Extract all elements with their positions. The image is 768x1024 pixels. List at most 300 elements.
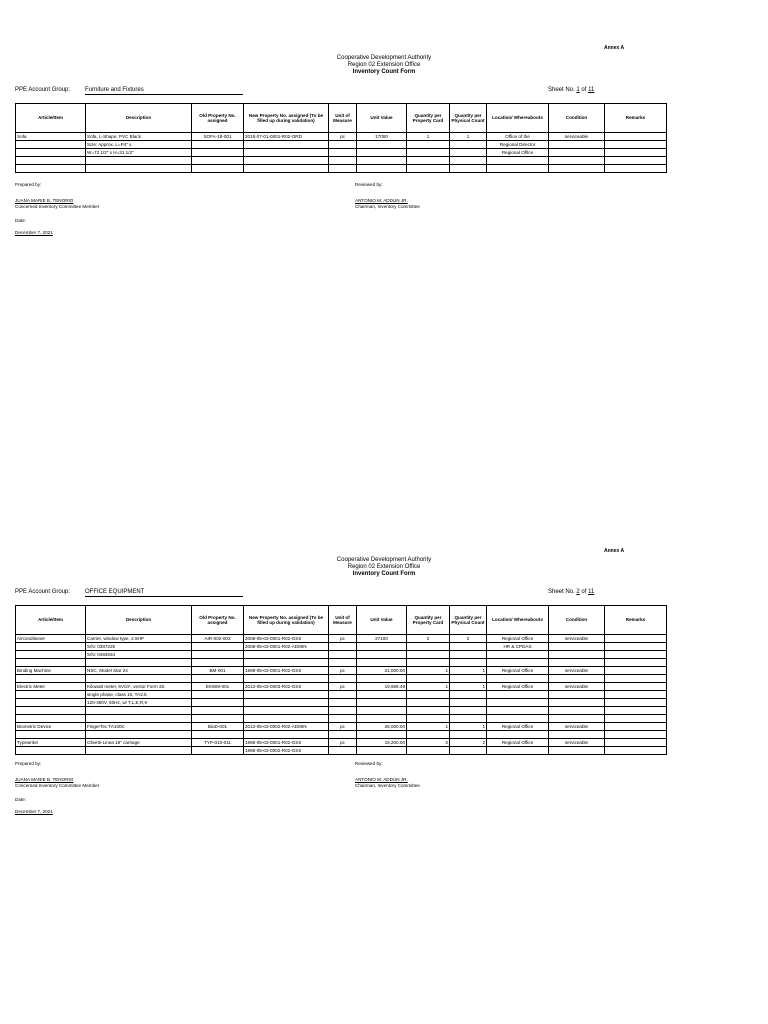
- column-header-condition: Condition: [549, 606, 605, 635]
- cell-condition: [549, 643, 605, 651]
- cell-description: Kilowatt meter, 6V/2i*, vector Form 3S: [86, 683, 192, 691]
- cell-article-item: [16, 659, 86, 667]
- cell-condition: serviceable: [549, 683, 605, 691]
- annex-label: Annex A: [604, 548, 625, 554]
- reviewed-title: Chairman, Inventory Committee: [355, 204, 420, 209]
- cell-description: Size: Approx. L=P4" x: [86, 141, 192, 149]
- sheet-number: [548, 87, 594, 93]
- cell-qty-property-card: 1: [407, 133, 450, 141]
- cell-unit-value: [357, 675, 407, 683]
- cell-old-property-no: TYP-010-011: [192, 739, 244, 747]
- cell-condition: [549, 715, 605, 723]
- cell-location: [487, 157, 549, 165]
- sheet-total: 11: [588, 589, 595, 595]
- cell-article-item: [16, 707, 86, 715]
- date-label: Date:: [15, 797, 26, 802]
- cell-article-item: [16, 699, 86, 707]
- cell-qty-property-card: 2: [407, 739, 450, 747]
- column-header-qty-physical-count: Quantity per Physical Count: [450, 104, 487, 133]
- office-name: Region 02 Extension Office: [347, 62, 421, 68]
- column-header-location: Location/ Whereabouts: [487, 104, 549, 133]
- cell-new-property-no: [244, 707, 329, 715]
- cell-location: Regional Office: [487, 723, 549, 731]
- cell-unit-of-measure: [329, 747, 357, 755]
- cell-qty-property-card: [407, 691, 450, 699]
- form-title: Inventory Count Form: [352, 571, 416, 577]
- cell-remarks: [605, 675, 667, 683]
- prepared-title: Concerned Inventory Committee Member: [15, 783, 100, 788]
- date-value: December 7, 2021: [15, 809, 53, 814]
- cell-old-property-no: [192, 141, 244, 149]
- cell-new-property-no: 1996-05-02-0002-R02-GSS: [244, 747, 329, 755]
- cell-remarks: [605, 635, 667, 643]
- cell-unit-of-measure: pc: [329, 635, 357, 643]
- cell-location: HR & CPDAS: [487, 643, 549, 651]
- ppe-account-group: [15, 589, 243, 597]
- cell-unit-value: [357, 715, 407, 723]
- inventory-table: [15, 103, 667, 173]
- column-header-qty-property-card: Quantity per Property Card: [407, 606, 450, 635]
- cell-qty-physical-count: 2: [450, 739, 487, 747]
- cell-unit-of-measure: pc: [329, 667, 357, 675]
- cell-location: Office of the: [487, 133, 549, 141]
- cell-old-property-no: [192, 165, 244, 173]
- cell-description: [86, 707, 192, 715]
- cell-old-property-no: BioD-001: [192, 723, 244, 731]
- cell-qty-property-card: [407, 141, 450, 149]
- table-row: [16, 635, 667, 643]
- cell-article-item: Biometric Device: [16, 723, 86, 731]
- cell-unit-value: [357, 747, 407, 755]
- cell-description: [86, 731, 192, 739]
- cell-qty-property-card: 2: [407, 635, 450, 643]
- date-label: Date:: [15, 218, 26, 223]
- cell-article-item: Sofa: [16, 133, 86, 141]
- cell-condition: serviceable: [549, 723, 605, 731]
- cell-location: [487, 707, 549, 715]
- cell-qty-property-card: [407, 157, 450, 165]
- cell-condition: [549, 149, 605, 157]
- cell-unit-value: [357, 157, 407, 165]
- cell-remarks: [605, 141, 667, 149]
- inventory-table: [15, 605, 667, 755]
- prepared-by-label: Prepared by:: [15, 761, 42, 766]
- office-name: Region 02 Extension Office: [347, 564, 421, 570]
- table-row: [16, 683, 667, 691]
- sheet-total: 11: [588, 87, 595, 93]
- cell-new-property-no: [244, 699, 329, 707]
- column-header-unit-of-measure: Unit of Measure: [329, 606, 357, 635]
- cell-description: single phase, class 10, TA2.5: [86, 691, 192, 699]
- cell-remarks: [605, 739, 667, 747]
- table-row: [16, 715, 667, 723]
- cell-qty-physical-count: [450, 165, 487, 173]
- cell-qty-property-card: [407, 715, 450, 723]
- column-header-qty-property-card: Quantity per Property Card: [407, 104, 450, 133]
- cell-remarks: [605, 715, 667, 723]
- cell-location: [487, 699, 549, 707]
- cell-unit-value: [357, 659, 407, 667]
- table-row: [16, 667, 667, 675]
- cell-location: [487, 165, 549, 173]
- cell-description: S/N: 0387225: [86, 643, 192, 651]
- cell-unit-of-measure: [329, 157, 357, 165]
- table-row: [16, 149, 667, 157]
- cell-condition: [549, 659, 605, 667]
- cell-article-item: Electric Meter: [16, 683, 86, 691]
- column-header-new-property-no: New Property No. assigned (To be filled up during validation): [244, 104, 329, 133]
- cell-qty-physical-count: [450, 149, 487, 157]
- cell-new-property-no: 2013-05-02-0002-R02-ADMIN: [244, 723, 329, 731]
- cell-old-property-no: [192, 691, 244, 699]
- cell-remarks: [605, 723, 667, 731]
- cell-description: [86, 165, 192, 173]
- sheet-current: 1: [576, 87, 580, 93]
- cell-old-property-no: SOFA-18-001: [192, 133, 244, 141]
- cell-old-property-no: [192, 747, 244, 755]
- cell-location: Regional Office: [487, 739, 549, 747]
- cell-unit-of-measure: [329, 141, 357, 149]
- sheet-current: 2: [576, 589, 580, 595]
- cell-location: Regional Office: [487, 683, 549, 691]
- cell-remarks: [605, 643, 667, 651]
- cell-old-property-no: [192, 699, 244, 707]
- sheet-of: of: [581, 589, 587, 595]
- cell-location: Regional Director: [487, 141, 549, 149]
- ppe-group-value: Furniture and Fixtures: [85, 87, 243, 95]
- cell-article-item: [16, 643, 86, 651]
- form-title: Inventory Count Form: [352, 69, 416, 75]
- column-header-old-property-no: Old Property No. assigned: [192, 606, 244, 635]
- cell-old-property-no: [192, 643, 244, 651]
- prepared-block: [15, 761, 99, 815]
- cell-unit-of-measure: [329, 643, 357, 651]
- cell-remarks: [605, 699, 667, 707]
- cell-unit-of-measure: [329, 691, 357, 699]
- cell-condition: serviceable: [549, 739, 605, 747]
- cell-new-property-no: [244, 141, 329, 149]
- cell-unit-of-measure: pc: [329, 133, 357, 141]
- column-header-article-item: Article/Item: [16, 606, 86, 635]
- cell-qty-property-card: 1: [407, 723, 450, 731]
- cell-old-property-no: [192, 659, 244, 667]
- prepared-title: Concerned Inventory Committee Member: [15, 204, 100, 209]
- cell-article-item: Binding Machine: [16, 667, 86, 675]
- cell-description: FingerTec TA100C: [86, 723, 192, 731]
- cell-new-property-no: 2018-07-01-0001-R02-ORD: [244, 133, 329, 141]
- cell-condition: serviceable: [549, 133, 605, 141]
- column-header-condition: Condition: [549, 104, 605, 133]
- cell-condition: [549, 651, 605, 659]
- cell-description: [86, 659, 192, 667]
- table-row: [16, 659, 667, 667]
- cell-qty-property-card: [407, 149, 450, 157]
- ppe-group-value: OFFICE EQUIPMENT: [85, 589, 243, 597]
- cell-article-item: [16, 747, 86, 755]
- cell-unit-value: 19,659.49: [357, 683, 407, 691]
- cell-qty-physical-count: [450, 707, 487, 715]
- cell-article-item: [16, 675, 86, 683]
- cell-new-property-no: 2008-05-02-0001-R02-ADMIN: [244, 643, 329, 651]
- cell-unit-of-measure: [329, 651, 357, 659]
- cell-location: [487, 675, 549, 683]
- cell-location: [487, 651, 549, 659]
- sheet-label: Sheet No.: [548, 87, 575, 93]
- table-row: [16, 675, 667, 683]
- cell-description: [86, 747, 192, 755]
- table-body: [16, 635, 667, 755]
- cell-article-item: [16, 731, 86, 739]
- cell-qty-physical-count: [450, 715, 487, 723]
- table-row: [16, 133, 667, 141]
- cell-remarks: [605, 157, 667, 165]
- ppe-group-label: PPE Account Group:: [15, 87, 71, 93]
- cell-qty-physical-count: [450, 141, 487, 149]
- cell-qty-property-card: [407, 731, 450, 739]
- cell-new-property-no: [244, 731, 329, 739]
- reviewed-block: [355, 182, 420, 210]
- column-header-article-item: Article/Item: [16, 104, 86, 133]
- sheet-number: [548, 589, 594, 595]
- reviewed-by-label: Reviewed by:: [355, 182, 383, 187]
- ppe-account-group: [15, 87, 243, 95]
- cell-unit-of-measure: [329, 165, 357, 173]
- column-header-unit-value: Unit Value: [357, 606, 407, 635]
- cell-new-property-no: 2008-05-02-0001-R02-GSS: [244, 635, 329, 643]
- cell-qty-property-card: [407, 651, 450, 659]
- cell-unit-value: 19,200.00: [357, 739, 407, 747]
- cell-qty-property-card: [407, 659, 450, 667]
- cell-location: [487, 659, 549, 667]
- cell-condition: [549, 157, 605, 165]
- cell-description: W=72 1/2" x H=31 1/2": [86, 149, 192, 157]
- cell-remarks: [605, 691, 667, 699]
- cell-unit-value: [357, 731, 407, 739]
- cell-qty-physical-count: [450, 747, 487, 755]
- cell-unit-value: 27100: [357, 635, 407, 643]
- cell-new-property-no: 2013-05-02-0003-R02-GSS: [244, 683, 329, 691]
- cell-location: [487, 731, 549, 739]
- cell-condition: [549, 707, 605, 715]
- cell-condition: [549, 675, 605, 683]
- cell-remarks: [605, 149, 667, 157]
- cell-old-property-no: [192, 731, 244, 739]
- sheet-label: Sheet No.: [548, 589, 575, 595]
- cell-unit-value: 28,000.00: [357, 723, 407, 731]
- table-row: [16, 691, 667, 699]
- cell-article-item: Airconditioner: [16, 635, 86, 643]
- cell-description: [86, 675, 192, 683]
- reviewed-block: [355, 761, 420, 789]
- cell-old-property-no: [192, 149, 244, 157]
- cell-unit-value: [357, 707, 407, 715]
- table-header: [16, 104, 667, 133]
- cell-article-item: [16, 141, 86, 149]
- cell-unit-value: [357, 141, 407, 149]
- table-row: [16, 157, 667, 165]
- cell-unit-of-measure: [329, 675, 357, 683]
- reviewed-by-label: Reviewed by:: [355, 761, 383, 766]
- sheet-of: of: [581, 87, 587, 93]
- cell-qty-property-card: 1: [407, 667, 450, 675]
- cell-remarks: [605, 731, 667, 739]
- column-header-unit-value: Unit Value: [357, 104, 407, 133]
- cell-unit-value: [357, 149, 407, 157]
- column-header-description: Description: [86, 606, 192, 635]
- column-header-location: Location/ Whereabouts: [487, 606, 549, 635]
- cell-qty-physical-count: 1: [450, 133, 487, 141]
- cell-description: Olivetti-Linea 18" carriage: [86, 739, 192, 747]
- cell-location: [487, 747, 549, 755]
- column-header-remarks: Remarks: [605, 104, 667, 133]
- cell-old-property-no: [192, 157, 244, 165]
- table-row: [16, 723, 667, 731]
- cell-article-item: [16, 165, 86, 173]
- cell-qty-physical-count: [450, 643, 487, 651]
- cell-new-property-no: [244, 715, 329, 723]
- cell-new-property-no: 1998-05-02-0001-R02-GSS: [244, 667, 329, 675]
- cell-old-property-no: AIR-002-003: [192, 635, 244, 643]
- cell-article-item: [16, 651, 86, 659]
- cell-qty-physical-count: 1: [450, 667, 487, 675]
- cell-unit-value: [357, 165, 407, 173]
- cell-unit-of-measure: [329, 731, 357, 739]
- cell-old-property-no: [192, 651, 244, 659]
- cell-new-property-no: [244, 675, 329, 683]
- cell-unit-of-measure: pc: [329, 683, 357, 691]
- cell-condition: [549, 699, 605, 707]
- cell-qty-physical-count: [450, 651, 487, 659]
- cell-old-property-no: [192, 707, 244, 715]
- column-header-unit-of-measure: Unit of Measure: [329, 104, 357, 133]
- cell-unit-value: [357, 643, 407, 651]
- date-value: December 7, 2021: [15, 230, 53, 235]
- cell-unit-value: 17000: [357, 133, 407, 141]
- cell-qty-physical-count: [450, 731, 487, 739]
- form-header: [0, 557, 768, 578]
- table-row: [16, 165, 667, 173]
- cell-article-item: [16, 691, 86, 699]
- prepared-name: JUANA MARIE B. TENORIO: [15, 198, 74, 203]
- cell-condition: serviceable: [549, 635, 605, 643]
- column-header-description: Description: [86, 104, 192, 133]
- cell-description: Carrier, window type, 2.5HP: [86, 635, 192, 643]
- column-header-remarks: Remarks: [605, 606, 667, 635]
- cell-qty-physical-count: 2: [450, 635, 487, 643]
- cell-unit-value: [357, 651, 407, 659]
- ppe-group-label: PPE Account Group:: [15, 589, 71, 595]
- inventory-sheet-2: [0, 505, 768, 1005]
- cell-unit-of-measure: [329, 149, 357, 157]
- column-header-qty-physical-count: Quantity per Physical Count: [450, 606, 487, 635]
- cell-new-property-no: [244, 691, 329, 699]
- annex-label: Annex A: [604, 45, 625, 51]
- cell-location: Regional Office: [487, 149, 549, 157]
- cell-remarks: [605, 133, 667, 141]
- cell-condition: [549, 747, 605, 755]
- cell-article-item: [16, 715, 86, 723]
- prepared-name: JUANA MARIE B. TENORIO: [15, 777, 74, 782]
- cell-qty-physical-count: [450, 157, 487, 165]
- cell-qty-property-card: [407, 707, 450, 715]
- cell-condition: [549, 165, 605, 173]
- cell-qty-physical-count: [450, 691, 487, 699]
- inventory-sheet-1: [0, 0, 768, 500]
- cell-unit-of-measure: [329, 699, 357, 707]
- table-row: [16, 141, 667, 149]
- cell-description: [86, 715, 192, 723]
- cell-old-property-no: BM-001: [192, 667, 244, 675]
- cell-qty-physical-count: 1: [450, 723, 487, 731]
- table-header: [16, 606, 667, 635]
- column-header-old-property-no: Old Property No. assigned: [192, 104, 244, 133]
- cell-unit-of-measure: pc: [329, 723, 357, 731]
- cell-unit-of-measure: pc: [329, 739, 357, 747]
- cell-new-property-no: [244, 165, 329, 173]
- prepared-by-label: Prepared by:: [15, 182, 42, 187]
- cell-qty-property-card: [407, 643, 450, 651]
- cell-unit-value: [357, 691, 407, 699]
- cell-remarks: [605, 659, 667, 667]
- cell-qty-property-card: [407, 165, 450, 173]
- cell-new-property-no: 1996-05-02-0001-R02-GSS: [244, 739, 329, 747]
- org-name: Cooperative Development Authority: [336, 557, 432, 563]
- table-row: [16, 651, 667, 659]
- reviewed-name: ANTONIO M. ADDUN JR.: [355, 777, 408, 782]
- cell-unit-of-measure: [329, 659, 357, 667]
- cell-old-property-no: [192, 715, 244, 723]
- cell-condition: [549, 731, 605, 739]
- prepared-block: [15, 182, 99, 236]
- cell-remarks: [605, 707, 667, 715]
- cell-qty-physical-count: [450, 659, 487, 667]
- reviewed-name: ANTONIO M. ADDUN JR.: [355, 198, 408, 203]
- cell-article-item: [16, 157, 86, 165]
- table-row: [16, 731, 667, 739]
- cell-qty-physical-count: 1: [450, 683, 487, 691]
- table-row: [16, 707, 667, 715]
- cell-qty-property-card: 1: [407, 683, 450, 691]
- cell-unit-value: 21,000.00: [357, 667, 407, 675]
- cell-remarks: [605, 165, 667, 173]
- cell-location: [487, 691, 549, 699]
- cell-remarks: [605, 683, 667, 691]
- cell-qty-property-card: [407, 675, 450, 683]
- cell-description: Sofa, L-Shape, PVC Black: [86, 133, 192, 141]
- cell-new-property-no: [244, 651, 329, 659]
- cell-remarks: [605, 667, 667, 675]
- cell-new-property-no: [244, 659, 329, 667]
- cell-condition: [549, 141, 605, 149]
- cell-new-property-no: [244, 149, 329, 157]
- cell-remarks: [605, 651, 667, 659]
- cell-remarks: [605, 747, 667, 755]
- cell-condition: [549, 691, 605, 699]
- cell-location: [487, 715, 549, 723]
- table-row: [16, 699, 667, 707]
- cell-location: Regional Office: [487, 635, 549, 643]
- cell-article-item: [16, 149, 86, 157]
- table-body: [16, 133, 667, 173]
- cell-new-property-no: [244, 157, 329, 165]
- table-row: [16, 747, 667, 755]
- cell-unit-of-measure: [329, 707, 357, 715]
- cell-unit-of-measure: [329, 715, 357, 723]
- form-header: [0, 55, 768, 76]
- reviewed-title: Chairman, Inventory Committee: [355, 783, 420, 788]
- cell-description: 120-480V, 60Hz, w/ T,L,E,R,K: [86, 699, 192, 707]
- cell-article-item: Typewriter: [16, 739, 86, 747]
